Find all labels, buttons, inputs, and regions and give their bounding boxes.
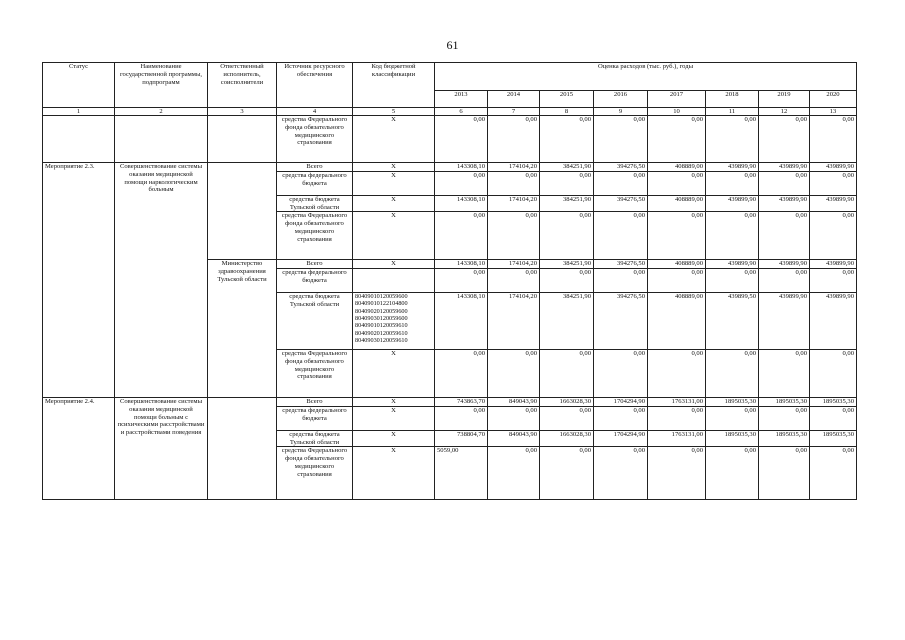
value-cell: 439899,50 (706, 293, 759, 350)
value-cell: 0,00 (488, 212, 540, 260)
value-cell: 394276,50 (594, 195, 648, 212)
column-numbers-row (43, 108, 857, 116)
column-number: 2 (115, 108, 208, 116)
value-cell: 0,00 (488, 269, 540, 293)
value-cell: 5059,00 (435, 447, 488, 500)
value-cell: 0,00 (648, 350, 706, 398)
source-cell: средства федерального бюджета (277, 269, 353, 293)
value-cell: 0,00 (810, 212, 857, 260)
value-cell: 1895035,30 (706, 430, 759, 447)
value-cell: 394276,50 (594, 293, 648, 350)
column-number: 12 (759, 108, 810, 116)
column-number: 8 (540, 108, 594, 116)
value-cell: 439899,90 (706, 195, 759, 212)
value-cell: 0,00 (540, 171, 594, 195)
value-cell: 0,00 (648, 406, 706, 430)
page-number: 61 (446, 38, 459, 52)
column-number: 1 (43, 108, 115, 116)
value-cell: 408889,00 (648, 163, 706, 172)
column-number: 3 (208, 108, 277, 116)
value-cell: 0,00 (648, 116, 706, 163)
value-cell: 439899,90 (706, 163, 759, 172)
source-cell: средства Федерального фонда обязательного медицинского страхования (277, 212, 353, 260)
value-cell: 0,00 (759, 116, 810, 163)
value-cell: 439899,90 (810, 163, 857, 172)
code-cell: X (353, 398, 435, 407)
value-cell: 174104,20 (488, 260, 540, 269)
table-row (43, 398, 857, 407)
value-cell: 0,00 (759, 406, 810, 430)
value-cell: 0,00 (648, 447, 706, 500)
value-cell: 0,00 (706, 212, 759, 260)
value-cell: 0,00 (706, 350, 759, 398)
value-cell: 0,00 (435, 116, 488, 163)
year-header-2016: 2016 (594, 90, 648, 107)
value-cell: 143308,10 (435, 195, 488, 212)
column-number: 11 (706, 108, 759, 116)
value-cell: 1763131,00 (648, 430, 706, 447)
source-cell: средства Федерального фонда обязательного медицинского страхования (277, 447, 353, 500)
year-header-2020: 2020 (810, 90, 857, 107)
expense-table (42, 62, 857, 500)
value-cell: 0,00 (488, 406, 540, 430)
value-cell: 0,00 (540, 116, 594, 163)
code-cell: X (353, 447, 435, 500)
value-cell: 0,00 (759, 171, 810, 195)
value-cell: 1895035,30 (706, 398, 759, 407)
measure-status: Мероприятие 2.4. (43, 398, 115, 500)
value-cell: 0,00 (540, 269, 594, 293)
header-name: Наименование государственной программы, подпрограмм (115, 63, 208, 108)
value-cell: 0,00 (594, 116, 648, 163)
value-cell: 0,00 (759, 212, 810, 260)
source-cell: средства федерального бюджета (277, 171, 353, 195)
source-cell: средства бюджета Тульской области (277, 195, 353, 212)
source-cell: средства федерального бюджета (277, 406, 353, 430)
header-source: Источник ресурсного обеспечения (277, 63, 353, 108)
column-number: 9 (594, 108, 648, 116)
value-cell: 1763131,00 (648, 398, 706, 407)
value-cell: 0,00 (706, 171, 759, 195)
value-cell: 0,00 (594, 269, 648, 293)
value-cell: 1663028,30 (540, 398, 594, 407)
value-cell: 0,00 (706, 406, 759, 430)
value-cell: 1895035,30 (810, 398, 857, 407)
value-cell: 0,00 (594, 406, 648, 430)
value-cell: 0,00 (435, 406, 488, 430)
source-cell: средства бюджета Тульской области (277, 430, 353, 447)
value-cell: 0,00 (648, 269, 706, 293)
code-cell (353, 269, 435, 293)
value-cell: 1704294,90 (594, 398, 648, 407)
budget-code: 80409030120059600 (355, 315, 408, 322)
budget-code: 80409030120059610 (355, 336, 408, 344)
value-cell: 0,00 (540, 212, 594, 260)
value-cell: 0,00 (648, 212, 706, 260)
value-cell: 174104,20 (488, 293, 540, 350)
source-cell: Всего (277, 398, 353, 407)
value-cell: 0,00 (594, 350, 648, 398)
code-cell: X (353, 350, 435, 398)
value-cell: 439899,90 (810, 260, 857, 269)
code-cell: X (353, 406, 435, 430)
value-cell: 0,00 (759, 350, 810, 398)
value-cell: 0,00 (810, 447, 857, 500)
budget-codes-cell (353, 293, 435, 350)
column-number: 10 (648, 108, 706, 116)
column-number: 7 (488, 108, 540, 116)
value-cell: 0,00 (810, 350, 857, 398)
code-cell: X (353, 195, 435, 212)
value-cell: 849043,90 (488, 430, 540, 447)
code-cell: X (353, 430, 435, 447)
value-cell: 0,00 (435, 212, 488, 260)
value-cell: 0,00 (810, 116, 857, 163)
source-cell: средства Федерального фонда обязательного медицинского страхования (277, 116, 353, 163)
value-cell: 143308,10 (435, 260, 488, 269)
value-cell: 0,00 (540, 350, 594, 398)
value-cell: 439899,90 (759, 260, 810, 269)
value-cell: 0,00 (594, 212, 648, 260)
code-cell: X (353, 171, 435, 195)
value-cell: 0,00 (648, 171, 706, 195)
value-cell: 0,00 (594, 171, 648, 195)
table-row (43, 116, 857, 163)
budget-code: 80409010120059600 (355, 293, 408, 301)
value-cell: 384251,90 (540, 195, 594, 212)
value-cell: 1895035,30 (759, 430, 810, 447)
value-cell: 1895035,30 (810, 430, 857, 447)
column-number: 13 (810, 108, 857, 116)
measure-name: Совершенствование системы оказания медицинской помощи больным с психическими расстройствами и расстройствами поведения (115, 398, 208, 500)
budget-code: 80409010120059610 (355, 322, 408, 330)
value-cell: 0,00 (706, 116, 759, 163)
value-cell: 384251,90 (540, 163, 594, 172)
value-cell: 0,00 (435, 171, 488, 195)
value-cell: 1704294,90 (594, 430, 648, 447)
year-header-2015: 2015 (540, 90, 594, 107)
responsible-ministry: Министерство здравоохранения Тульской области (208, 260, 277, 398)
value-cell: 738804,70 (435, 430, 488, 447)
value-cell: 0,00 (706, 447, 759, 500)
value-cell: 439899,90 (759, 195, 810, 212)
column-number: 5 (353, 108, 435, 116)
value-cell: 408889,00 (648, 293, 706, 350)
source-cell: средства бюджета Тульской области (277, 293, 353, 350)
value-cell: 439899,90 (810, 195, 857, 212)
value-cell: 0,00 (488, 116, 540, 163)
header-budget-code: Код бюджетной классификации (353, 63, 435, 108)
value-cell: 0,00 (810, 171, 857, 195)
value-cell: 174104,20 (488, 195, 540, 212)
value-cell: 743863,70 (435, 398, 488, 407)
code-cell: X (353, 163, 435, 172)
measure-status: Мероприятие 2.3. (43, 163, 115, 398)
budget-code: 80409010122104800 (355, 300, 408, 308)
year-header-2019: 2019 (759, 90, 810, 107)
year-header-2018: 2018 (706, 90, 759, 107)
value-cell: 0,00 (759, 269, 810, 293)
value-cell: 143308,10 (435, 163, 488, 172)
value-cell: 439899,90 (759, 293, 810, 350)
value-cell: 0,00 (435, 350, 488, 398)
value-cell: 1895035,30 (759, 398, 810, 407)
value-cell: 439899,90 (759, 163, 810, 172)
value-cell: 408889,00 (648, 260, 706, 269)
header-estimate: Оценка расходов (тыс. руб.), годы (435, 63, 857, 91)
value-cell: 394276,50 (594, 163, 648, 172)
code-cell: X (353, 116, 435, 163)
value-cell: 384251,90 (540, 293, 594, 350)
header-responsible: Ответственный исполнитель, соисполнители (208, 63, 277, 108)
measure-name: Совершенствование системы оказания медицинской помощи наркологическим больным (115, 163, 208, 398)
source-cell: Всего (277, 163, 353, 172)
value-cell: 0,00 (488, 350, 540, 398)
value-cell: 394276,50 (594, 260, 648, 269)
value-cell: 0,00 (759, 447, 810, 500)
header-row (43, 63, 857, 91)
code-cell: X (353, 212, 435, 260)
value-cell: 408889,00 (648, 195, 706, 212)
table-row (43, 163, 857, 172)
source-cell: средства Федерального фонда обязательного медицинского страхования (277, 350, 353, 398)
column-number: 6 (435, 108, 488, 116)
value-cell: 0,00 (540, 447, 594, 500)
value-cell: 849043,90 (488, 398, 540, 407)
budget-code: 80409020120059610 (355, 329, 408, 337)
value-cell: 174104,20 (488, 163, 540, 172)
value-cell: 143308,10 (435, 293, 488, 350)
value-cell: 0,00 (488, 171, 540, 195)
year-header-2014: 2014 (488, 90, 540, 107)
value-cell: 0,00 (594, 447, 648, 500)
value-cell: 1663028,30 (540, 430, 594, 447)
value-cell: 0,00 (810, 269, 857, 293)
value-cell: 384251,90 (540, 260, 594, 269)
value-cell: 0,00 (706, 269, 759, 293)
value-cell: 0,00 (810, 406, 857, 430)
value-cell: 0,00 (540, 406, 594, 430)
year-header-2013: 2013 (435, 90, 488, 107)
value-cell: 439899,90 (706, 260, 759, 269)
value-cell: 0,00 (488, 447, 540, 500)
year-header-2017: 2017 (648, 90, 706, 107)
code-cell: X (353, 260, 435, 269)
value-cell: 0,00 (435, 269, 488, 293)
column-number: 4 (277, 108, 353, 116)
source-cell: Всего (277, 260, 353, 269)
header-status: Статус (43, 63, 115, 108)
budget-code: 80409020120059600 (355, 307, 408, 315)
value-cell: 439899,90 (810, 293, 857, 350)
